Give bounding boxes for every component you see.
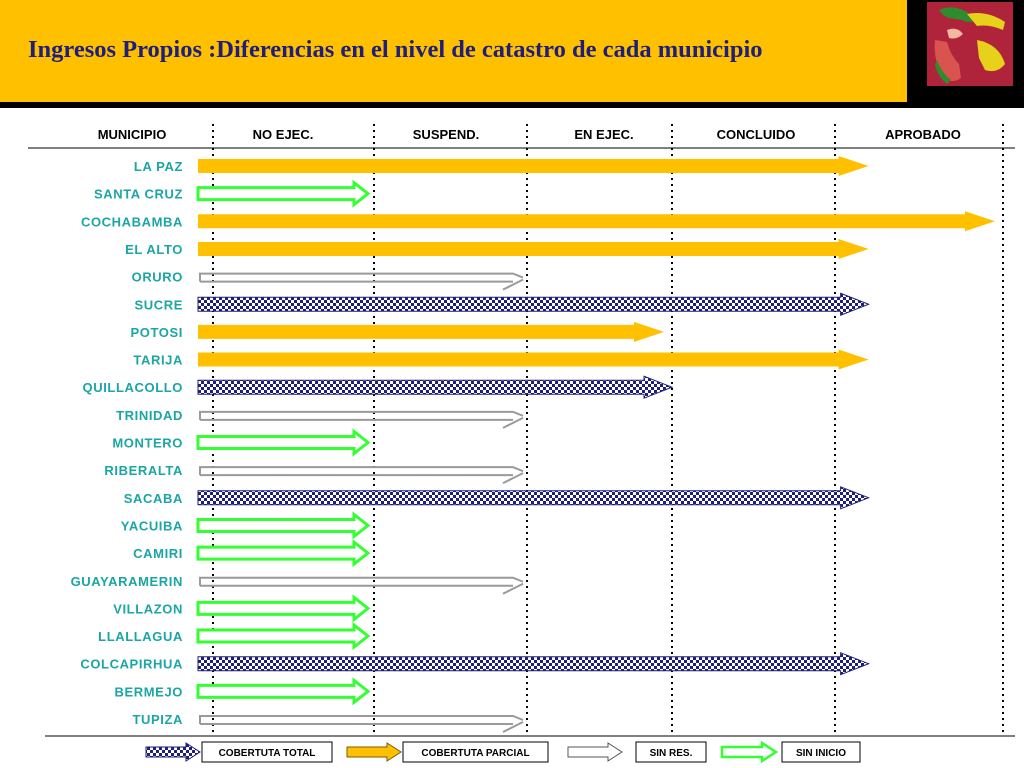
column-header-municipio: MUNICIPIO (97, 127, 167, 142)
progress-arrow-villazon (198, 597, 368, 619)
table-row (112, 432, 368, 454)
progress-arrow-colcapirhua (198, 653, 869, 675)
legend-item-cobertuta-total (146, 742, 332, 762)
legend-swatch-sin-inicio (722, 743, 776, 761)
progress-arrow-el-alto (198, 239, 869, 259)
municipio-label: LLALLAGUA (98, 629, 183, 645)
table-row (113, 597, 368, 619)
municipio-label: YACUIBA (120, 518, 183, 534)
table-row (132, 270, 523, 290)
municipio-label: QUILLACOLLO (82, 380, 183, 396)
arrow-outline-top (200, 716, 523, 724)
table-row (133, 350, 868, 370)
progress-arrow-sacaba (198, 487, 869, 509)
progress-arrow-la-paz (198, 156, 869, 176)
table-row (124, 487, 869, 509)
progress-arrow-riberalta (200, 467, 523, 483)
progress-arrow-oruro (200, 274, 523, 290)
table-row (131, 322, 664, 342)
table-row (125, 239, 868, 259)
progress-arrow-santa-cruz (198, 183, 368, 205)
municipio-label: LA PAZ (133, 159, 183, 174)
progress-arrow-tupiza (200, 716, 523, 732)
table-row (94, 183, 368, 205)
column-header-en-ejec: EN EJEC. (574, 127, 634, 142)
table-row (83, 376, 672, 398)
municipio-label: COCHABAMBA (80, 214, 183, 230)
table-row (132, 712, 523, 732)
legend (146, 742, 860, 762)
municipio-label: COLCAPIRHUA (80, 656, 183, 672)
municipio-label: BERMEJO (114, 684, 183, 700)
legend-item-sin-inicio (722, 742, 860, 762)
legend-item-cobertuta-parcial (347, 742, 548, 762)
table-row (133, 542, 368, 564)
legend-swatch-sin-res (568, 743, 622, 761)
progress-arrow-camiri (198, 542, 368, 564)
municipio-label: SUCRE (134, 297, 183, 313)
progress-arrow-tarija (198, 350, 869, 370)
column-header-suspend: SUSPEND. (412, 127, 480, 142)
progress-arrow-sucre (198, 293, 869, 315)
column-header-no-ejec: NO EJEC. (252, 127, 314, 142)
municipio-label: SANTA CRUZ (93, 186, 183, 202)
legend-swatch-parcial (347, 743, 401, 761)
progress-arrow-potosi (198, 322, 664, 342)
municipio-label: VILLAZON (113, 601, 183, 617)
progress-arrow-trinidad (200, 412, 523, 428)
column-header-aprobado: APROBADO (885, 127, 961, 142)
progress-arrow-guayaramerin (200, 578, 523, 594)
progress-arrow-quillacollo (198, 376, 672, 398)
column-headers (253, 127, 961, 142)
rows (71, 156, 995, 732)
arrow-outline-top (200, 467, 523, 475)
municipio-label: MONTERO (112, 435, 183, 451)
municipio-label: TRINIDAD (116, 407, 183, 423)
table-row (134, 293, 868, 315)
arrow-outline-top (200, 412, 523, 420)
progress-arrow-yacuiba (198, 514, 368, 536)
legend-label: COBERTUTA TOTAL (218, 748, 316, 759)
progress-arrow-montero (198, 432, 368, 454)
municipio-label: POTOSI (130, 324, 183, 340)
page-title: Ingresos Propios :Diferencias en el nivel de catastro de cada municipio (28, 36, 763, 63)
table-row (115, 680, 369, 702)
legend-item-sin-res (568, 742, 706, 762)
table-row (116, 408, 523, 428)
table-row (71, 574, 523, 594)
municipio-label: TUPIZA (132, 712, 183, 727)
arrow-outline-top (200, 578, 523, 586)
municipio-label: RIBERALTA (104, 463, 183, 479)
municipio-label: SACABA (123, 490, 183, 506)
municipio-label: CAMIRI (133, 546, 183, 562)
municipio-label: ORURO (131, 269, 183, 285)
municipio-label: EL ALTO (125, 241, 183, 257)
table-row (121, 514, 368, 536)
progress-arrow-llallagua (198, 625, 368, 647)
table-row (81, 211, 995, 231)
table-row (134, 156, 869, 176)
column-header-concluido: CONCLUIDO (716, 127, 796, 142)
municipio-label: TARIJA (133, 352, 183, 368)
table-row (104, 463, 523, 483)
legend-label: SIN INICIO (795, 748, 847, 759)
progress-arrow-bermejo (198, 680, 368, 702)
table-row (80, 653, 868, 675)
legend-label: SIN RES. (649, 748, 693, 759)
table-row (98, 625, 368, 647)
legend-swatch-total (146, 743, 200, 761)
progress-arrow-cochabamba (198, 211, 995, 231)
arrow-outline-top (200, 274, 523, 282)
municipio-label: GUAYARAMERIN (70, 573, 183, 589)
legend-label: COBERTUTA PARCIAL (421, 748, 530, 759)
